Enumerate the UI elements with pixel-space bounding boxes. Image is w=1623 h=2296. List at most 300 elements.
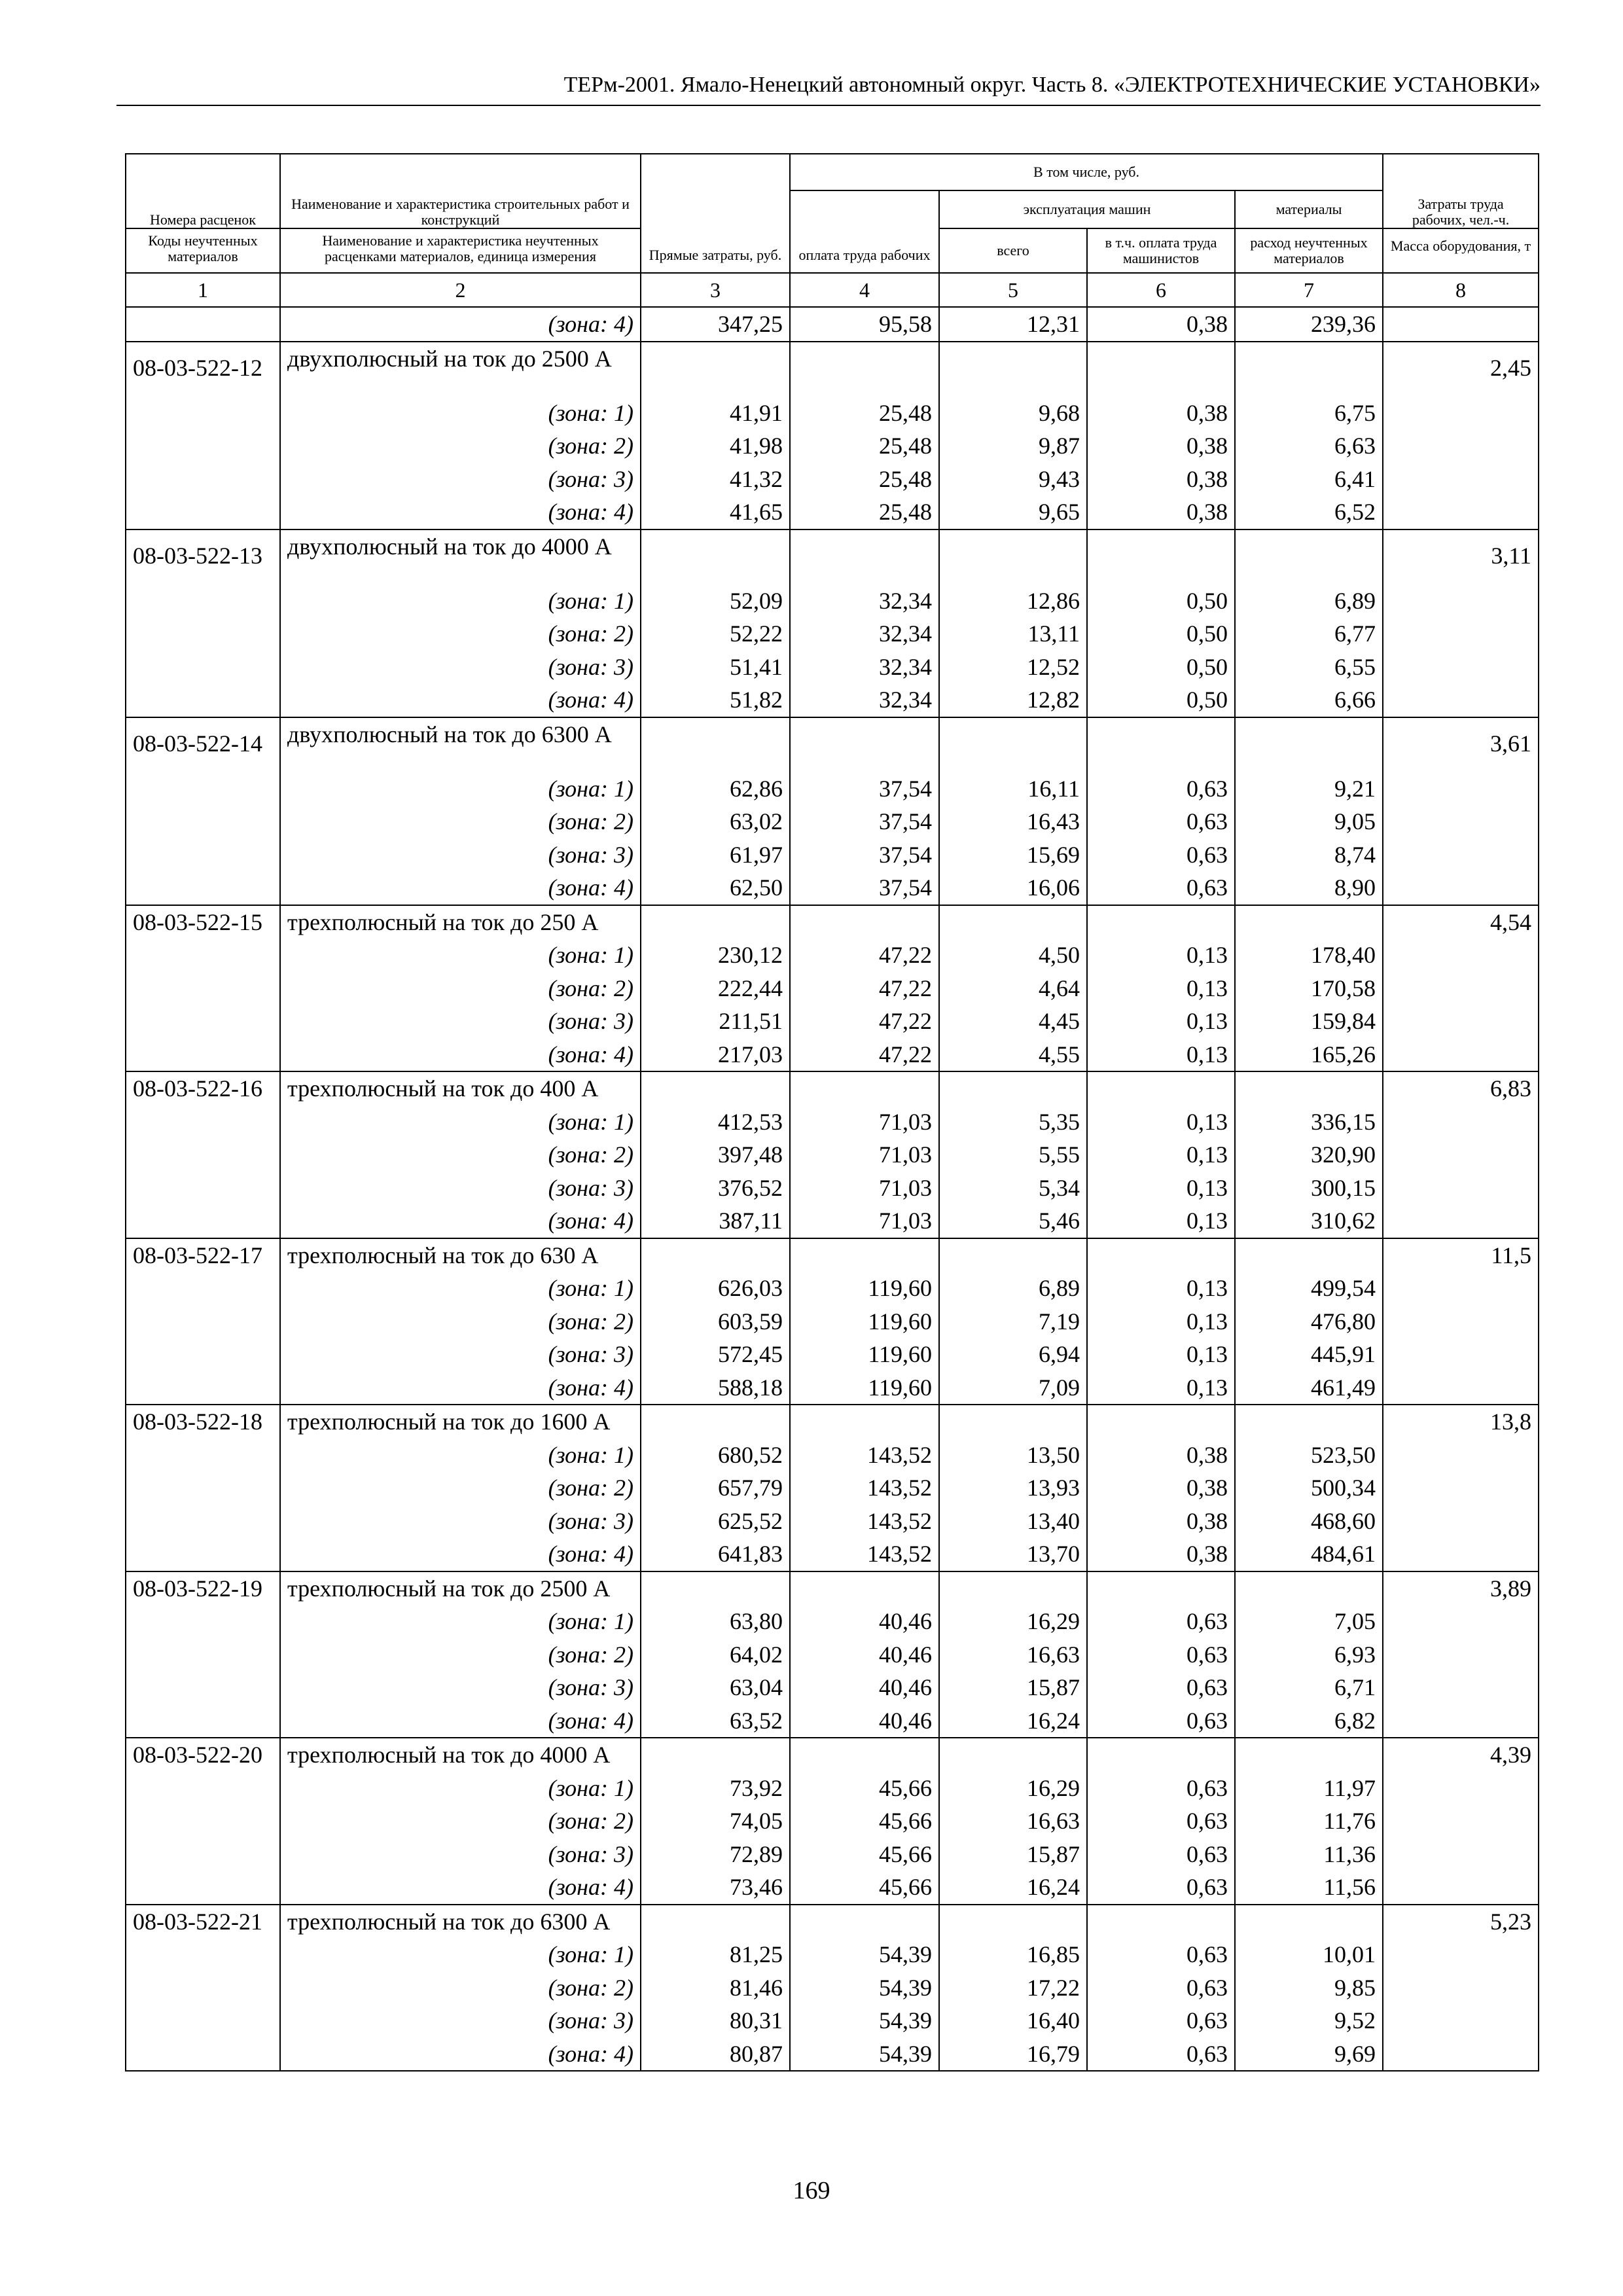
rate-code-cell: 08-03-522-16	[126, 1071, 280, 1105]
head-material-use: расход неучтенных материалов	[1235, 228, 1383, 273]
value-cell-col6	[1087, 1905, 1235, 1939]
value-cell-col3: 64,02	[641, 1638, 790, 1672]
value-cell-col4: 37,54	[790, 772, 939, 806]
rate-code-cell	[126, 495, 280, 529]
value-cell-col6: 0,38	[1087, 307, 1235, 342]
value-cell-col5: 16,29	[939, 1605, 1087, 1638]
value-cell-col5	[939, 1571, 1087, 1605]
zone-row	[126, 1105, 1539, 1139]
value-cell-col4	[790, 1571, 939, 1605]
value-cell-col4	[790, 717, 939, 772]
value-cell-col7: 11,97	[1235, 1772, 1383, 1805]
value-cell-col3: 74,05	[641, 1804, 790, 1838]
rate-code-cell: 08-03-522-19	[126, 1571, 280, 1605]
value-cell-col5: 16,63	[939, 1638, 1087, 1672]
value-cell-col8	[1383, 584, 1539, 618]
value-cell-col8	[1383, 1204, 1539, 1238]
value-cell-col7: 9,05	[1235, 805, 1383, 838]
value-cell-col6: 0,13	[1087, 1005, 1235, 1038]
zone-row	[126, 1772, 1539, 1805]
value-cell-col6: 0,38	[1087, 1537, 1235, 1571]
zone-row	[126, 1038, 1539, 1072]
value-cell-col8: 6,83	[1383, 1071, 1539, 1105]
zone-label-cell: (зона: 1)	[280, 939, 641, 972]
value-cell-col3	[641, 1905, 790, 1939]
rate-code-cell	[126, 772, 280, 806]
zone-row	[126, 972, 1539, 1005]
value-cell-col6: 0,63	[1087, 2037, 1235, 2072]
value-cell-col3: 62,50	[641, 871, 790, 905]
value-cell-col8	[1383, 2037, 1539, 2072]
value-cell-col5: 13,50	[939, 1439, 1087, 1472]
rate-code-cell	[126, 939, 280, 972]
value-cell-col7: 9,85	[1235, 1971, 1383, 2005]
value-cell-col8	[1383, 1338, 1539, 1371]
value-cell-col5: 16,24	[939, 1704, 1087, 1738]
value-cell-col8	[1383, 463, 1539, 496]
value-cell-col4: 71,03	[790, 1204, 939, 1238]
value-cell-col4: 45,66	[790, 1772, 939, 1805]
head-machines: эксплуатация машин	[939, 190, 1235, 228]
value-cell-col5: 15,87	[939, 1671, 1087, 1704]
value-cell-col7	[1235, 1238, 1383, 1272]
zone-label-cell: (зона: 4)	[280, 683, 641, 717]
value-cell-col3: 63,80	[641, 1605, 790, 1638]
rate-code-cell	[126, 1138, 280, 1172]
value-cell-col3: 61,97	[641, 838, 790, 872]
value-cell-col8: 4,39	[1383, 1738, 1539, 1772]
rates-table	[125, 153, 1539, 2072]
value-cell-col8: 3,61	[1383, 717, 1539, 772]
value-cell-col8	[1383, 1038, 1539, 1072]
value-cell-col4: 32,34	[790, 651, 939, 684]
value-cell-col7: 165,26	[1235, 1038, 1383, 1072]
value-cell-col6: 0,63	[1087, 1804, 1235, 1838]
value-cell-col4: 119,60	[790, 1272, 939, 1305]
rate-code-cell	[126, 1439, 280, 1472]
work-name-cell: двухполюсный на ток до 6300 А	[280, 717, 641, 772]
zone-row	[126, 1005, 1539, 1038]
work-name-cell: двухполюсный на ток до 2500 А	[280, 342, 641, 397]
zone-row	[126, 1505, 1539, 1538]
value-cell-col4: 40,46	[790, 1671, 939, 1704]
value-cell-col7: 8,74	[1235, 838, 1383, 872]
value-cell-col7	[1235, 1905, 1383, 1939]
value-cell-col6: 0,13	[1087, 1371, 1235, 1405]
value-cell-col7: 11,76	[1235, 1804, 1383, 1838]
value-cell-col6: 0,63	[1087, 1638, 1235, 1672]
rate-code-cell	[126, 1772, 280, 1805]
value-cell-col7	[1235, 1071, 1383, 1105]
value-cell-col6: 0,38	[1087, 463, 1235, 496]
value-cell-col7: 484,61	[1235, 1537, 1383, 1571]
zone-label-cell: (зона: 2)	[280, 1305, 641, 1338]
value-cell-col6: 0,13	[1087, 1172, 1235, 1205]
value-cell-col4: 119,60	[790, 1371, 939, 1405]
zone-label-cell: (зона: 1)	[280, 1439, 641, 1472]
value-cell-col7: 239,36	[1235, 307, 1383, 342]
value-cell-col4: 25,48	[790, 495, 939, 529]
value-cell-col3: 680,52	[641, 1439, 790, 1472]
value-cell-col5: 5,35	[939, 1105, 1087, 1139]
zone-label-cell: (зона: 3)	[280, 2004, 641, 2037]
value-cell-col4: 25,48	[790, 429, 939, 463]
zone-row	[126, 1938, 1539, 1971]
value-cell-col4: 119,60	[790, 1338, 939, 1371]
value-cell-col3: 62,86	[641, 772, 790, 806]
value-cell-col8	[1383, 939, 1539, 972]
rate-row	[126, 342, 1539, 397]
rate-code-cell: 08-03-522-12	[126, 342, 280, 397]
zone-label-cell: (зона: 2)	[280, 1471, 641, 1505]
value-cell-col6	[1087, 717, 1235, 772]
value-cell-col8	[1383, 1704, 1539, 1738]
value-cell-col3: 81,25	[641, 1938, 790, 1971]
value-cell-col3: 588,18	[641, 1371, 790, 1405]
value-cell-col3: 72,89	[641, 1838, 790, 1871]
value-cell-col6: 0,63	[1087, 2004, 1235, 2037]
zone-label-cell: (зона: 3)	[280, 1671, 641, 1704]
zone-row	[126, 1804, 1539, 1838]
value-cell-col3: 387,11	[641, 1204, 790, 1238]
value-cell-col5: 16,24	[939, 1871, 1087, 1905]
value-cell-col3	[641, 1738, 790, 1772]
rate-code-cell: 08-03-522-20	[126, 1738, 280, 1772]
rate-row	[126, 1905, 1539, 1939]
value-cell-col8	[1383, 429, 1539, 463]
rate-code-cell	[126, 871, 280, 905]
rate-code-cell	[126, 1638, 280, 1672]
value-cell-col8	[1383, 1871, 1539, 1905]
rate-code-cell	[126, 397, 280, 430]
value-cell-col6: 0,13	[1087, 1138, 1235, 1172]
value-cell-col6: 0,38	[1087, 1471, 1235, 1505]
rate-code-cell	[126, 1605, 280, 1638]
zone-row	[126, 871, 1539, 905]
value-cell-col8	[1383, 397, 1539, 430]
value-cell-col5	[939, 1405, 1087, 1439]
rate-code-cell	[126, 1272, 280, 1305]
value-cell-col8: 4,54	[1383, 905, 1539, 939]
value-cell-col8	[1383, 1638, 1539, 1672]
value-cell-col4: 40,46	[790, 1638, 939, 1672]
rate-row	[126, 717, 1539, 772]
value-cell-col7: 6,77	[1235, 617, 1383, 651]
value-cell-col5: 16,85	[939, 1938, 1087, 1971]
zone-row	[126, 495, 1539, 529]
zone-label-cell: (зона: 2)	[280, 972, 641, 1005]
head-machinist-wages: в т.ч. оплата труда машинистов	[1087, 228, 1235, 273]
value-cell-col6: 0,13	[1087, 1338, 1235, 1371]
value-cell-col3: 63,02	[641, 805, 790, 838]
value-cell-col6: 0,63	[1087, 1704, 1235, 1738]
value-cell-col3: 80,31	[641, 2004, 790, 2037]
zone-row	[126, 805, 1539, 838]
value-cell-col3: 397,48	[641, 1138, 790, 1172]
value-cell-col7: 6,71	[1235, 1671, 1383, 1704]
zone-label-cell: (зона: 1)	[280, 772, 641, 806]
value-cell-col3	[641, 1405, 790, 1439]
value-cell-col4: 45,66	[790, 1804, 939, 1838]
value-cell-col4: 143,52	[790, 1471, 939, 1505]
value-cell-col8	[1383, 1938, 1539, 1971]
value-cell-col4: 45,66	[790, 1838, 939, 1871]
zone-label-cell: (зона: 1)	[280, 397, 641, 430]
zone-label-cell: (зона: 2)	[280, 617, 641, 651]
value-cell-col8: 5,23	[1383, 1905, 1539, 1939]
rate-code-cell	[126, 1105, 280, 1139]
zone-label-cell: (зона: 4)	[280, 495, 641, 529]
value-cell-col5	[939, 342, 1087, 397]
zone-label-cell: (зона: 3)	[280, 1172, 641, 1205]
zone-label-cell: (зона: 4)	[280, 1871, 641, 1905]
value-cell-col8	[1383, 617, 1539, 651]
value-cell-col7: 6,41	[1235, 463, 1383, 496]
value-cell-col5: 12,52	[939, 651, 1087, 684]
head-price-numbers: Номера расценок	[126, 154, 280, 228]
value-cell-col3: 52,22	[641, 617, 790, 651]
value-cell-col4: 37,54	[790, 805, 939, 838]
zone-row	[126, 1704, 1539, 1738]
zone-label-cell: (зона: 1)	[280, 1938, 641, 1971]
zone-row	[126, 1671, 1539, 1704]
value-cell-col7: 170,58	[1235, 972, 1383, 1005]
value-cell-col4: 143,52	[790, 1537, 939, 1571]
value-cell-col5: 4,64	[939, 972, 1087, 1005]
value-cell-col4: 45,66	[790, 1871, 939, 1905]
value-cell-col6	[1087, 1571, 1235, 1605]
head-including: В том числе, руб.	[790, 154, 1383, 190]
value-cell-col8	[1383, 1671, 1539, 1704]
zone-row	[126, 1537, 1539, 1571]
value-cell-col3: 81,46	[641, 1971, 790, 2005]
value-cell-col3: 73,46	[641, 1871, 790, 1905]
zone-row	[126, 1305, 1539, 1338]
value-cell-col7: 468,60	[1235, 1505, 1383, 1538]
rate-row	[126, 1238, 1539, 1272]
head-direct-costs: Прямые затраты, руб.	[641, 154, 790, 273]
value-cell-col4: 40,46	[790, 1704, 939, 1738]
value-cell-col4	[790, 905, 939, 939]
table-body	[126, 307, 1539, 2071]
value-cell-col7: 310,62	[1235, 1204, 1383, 1238]
rate-code-cell	[126, 1971, 280, 2005]
value-cell-col4: 54,39	[790, 2037, 939, 2072]
rate-code-cell	[126, 1871, 280, 1905]
zone-label-cell: (зона: 4)	[280, 307, 641, 342]
value-cell-col5: 16,40	[939, 2004, 1087, 2037]
value-cell-col3: 41,65	[641, 495, 790, 529]
value-cell-col6	[1087, 1238, 1235, 1272]
value-cell-col7: 523,50	[1235, 1439, 1383, 1472]
zone-label-cell: (зона: 4)	[280, 1537, 641, 1571]
zone-row	[126, 1204, 1539, 1238]
zone-label-cell: (зона: 4)	[280, 1704, 641, 1738]
zone-label-cell: (зона: 2)	[280, 429, 641, 463]
rate-code-cell: 08-03-522-14	[126, 717, 280, 772]
rate-row	[126, 1071, 1539, 1105]
rate-code-cell	[126, 1804, 280, 1838]
zone-row	[126, 1371, 1539, 1405]
value-cell-col8: 3,11	[1383, 529, 1539, 584]
value-cell-col3: 41,32	[641, 463, 790, 496]
value-cell-col6: 0,50	[1087, 651, 1235, 684]
value-cell-col5: 16,79	[939, 2037, 1087, 2072]
zone-row	[126, 1971, 1539, 2005]
value-cell-col3	[641, 1571, 790, 1605]
value-cell-col7: 178,40	[1235, 939, 1383, 972]
value-cell-col5: 17,22	[939, 1971, 1087, 2005]
value-cell-col6	[1087, 1738, 1235, 1772]
rate-code-cell: 08-03-522-13	[126, 529, 280, 584]
value-cell-col5: 16,06	[939, 871, 1087, 905]
rate-code-cell	[126, 1005, 280, 1038]
zone-label-cell: (зона: 2)	[280, 1638, 641, 1672]
value-cell-col6: 0,63	[1087, 772, 1235, 806]
work-name-cell: трехполюсный на ток до 400 А	[280, 1071, 641, 1105]
value-cell-col8	[1383, 1772, 1539, 1805]
zone-label-cell: (зона: 1)	[280, 1105, 641, 1139]
rate-code-cell	[126, 2037, 280, 2072]
value-cell-col6: 0,13	[1087, 1038, 1235, 1072]
rate-code-cell	[126, 1338, 280, 1371]
value-cell-col4: 32,34	[790, 683, 939, 717]
rate-row	[126, 529, 1539, 584]
running-header	[116, 71, 1541, 106]
zone-row	[126, 584, 1539, 618]
rate-code-cell: 08-03-522-15	[126, 905, 280, 939]
value-cell-col6: 0,38	[1087, 397, 1235, 430]
value-cell-col3: 412,53	[641, 1105, 790, 1139]
value-cell-col7: 7,05	[1235, 1605, 1383, 1638]
zone-row	[126, 838, 1539, 872]
rate-code-cell: 08-03-522-21	[126, 1905, 280, 1939]
value-cell-col3: 63,04	[641, 1671, 790, 1704]
value-cell-col6: 0,13	[1087, 1105, 1235, 1139]
zone-row	[126, 1471, 1539, 1505]
value-cell-col7	[1235, 342, 1383, 397]
value-cell-col4: 54,39	[790, 2004, 939, 2037]
zone-label-cell: (зона: 1)	[280, 1772, 641, 1805]
work-name-cell: трехполюсный на ток до 250 А	[280, 905, 641, 939]
value-cell-col8	[1383, 1505, 1539, 1538]
value-cell-col8	[1383, 871, 1539, 905]
rate-code-cell	[126, 1537, 280, 1571]
value-cell-col6	[1087, 1071, 1235, 1105]
head-total: всего	[939, 228, 1087, 273]
zone-row	[126, 1605, 1539, 1638]
value-cell-col6: 0,63	[1087, 1671, 1235, 1704]
value-cell-col8	[1383, 1172, 1539, 1205]
value-cell-col8	[1383, 495, 1539, 529]
rate-code-cell	[126, 1204, 280, 1238]
value-cell-col3	[641, 1071, 790, 1105]
value-cell-col8	[1383, 1272, 1539, 1305]
value-cell-col7: 500,34	[1235, 1471, 1383, 1505]
value-cell-col8	[1383, 2004, 1539, 2037]
rate-row	[126, 1571, 1539, 1605]
head-material-codes: Коды неучтенных материалов	[126, 228, 280, 273]
head-work-name: Наименование и характеристика строительных работ и конструкций	[280, 154, 641, 228]
rate-code-cell: 08-03-522-17	[126, 1238, 280, 1272]
value-cell-col3: 51,41	[641, 651, 790, 684]
rate-code-cell	[126, 1838, 280, 1871]
zone-row	[126, 1172, 1539, 1205]
value-cell-col3: 51,82	[641, 683, 790, 717]
value-cell-col3: 80,87	[641, 2037, 790, 2072]
value-cell-col5: 7,19	[939, 1305, 1087, 1338]
zone-row	[126, 429, 1539, 463]
value-cell-col6	[1087, 1405, 1235, 1439]
value-cell-col8	[1383, 805, 1539, 838]
rate-code-cell	[126, 1471, 280, 1505]
value-cell-col4: 25,48	[790, 397, 939, 430]
rate-code-cell	[126, 2004, 280, 2037]
col-number-6: 6	[1087, 273, 1235, 307]
zone-label-cell: (зона: 2)	[280, 805, 641, 838]
zone-row	[126, 939, 1539, 972]
col-number-8: 8	[1383, 273, 1539, 307]
value-cell-col5: 15,69	[939, 838, 1087, 872]
zone-label-cell: (зона: 4)	[280, 871, 641, 905]
zone-row	[126, 1838, 1539, 1871]
value-cell-col4: 47,22	[790, 1005, 939, 1038]
value-cell-col6: 0,13	[1087, 1204, 1235, 1238]
value-cell-col3	[641, 905, 790, 939]
value-cell-col6: 0,38	[1087, 429, 1235, 463]
col-number-2: 2	[280, 273, 641, 307]
head-mass: Масса оборудования, т	[1383, 228, 1539, 273]
value-cell-col5: 7,09	[939, 1371, 1087, 1405]
value-cell-col4: 119,60	[790, 1305, 939, 1338]
value-cell-col6: 0,38	[1087, 1439, 1235, 1472]
zone-label-cell: (зона: 1)	[280, 1605, 641, 1638]
value-cell-col3: 641,83	[641, 1537, 790, 1571]
value-cell-col7: 300,15	[1235, 1172, 1383, 1205]
value-cell-col6: 0,63	[1087, 1938, 1235, 1971]
value-cell-col4: 47,22	[790, 1038, 939, 1072]
work-name-cell: трехполюсный на ток до 630 А	[280, 1238, 641, 1272]
head-labor: Затраты труда рабочих, чел.-ч.	[1383, 154, 1539, 228]
value-cell-col4: 37,54	[790, 838, 939, 872]
value-cell-col7: 6,75	[1235, 397, 1383, 430]
value-cell-col5: 5,55	[939, 1138, 1087, 1172]
value-cell-col7: 6,63	[1235, 429, 1383, 463]
head-wages: оплата труда рабочих	[790, 190, 939, 273]
value-cell-col5	[939, 529, 1087, 584]
value-cell-col4: 54,39	[790, 1971, 939, 2005]
value-cell-col5: 16,11	[939, 772, 1087, 806]
zone-row	[126, 1439, 1539, 1472]
value-cell-col8	[1383, 772, 1539, 806]
work-name-cell: трехполюсный на ток до 2500 А	[280, 1571, 641, 1605]
rate-code-cell	[126, 307, 280, 342]
value-cell-col5: 9,68	[939, 397, 1087, 430]
value-cell-col7	[1235, 717, 1383, 772]
zone-label-cell: (зона: 2)	[280, 1971, 641, 2005]
value-cell-col5	[939, 1071, 1087, 1105]
value-cell-col4	[790, 342, 939, 397]
col-number-7: 7	[1235, 273, 1383, 307]
zone-label-cell: (зона: 3)	[280, 1838, 641, 1871]
value-cell-col4: 47,22	[790, 972, 939, 1005]
head-material-name: Наименование и характеристика неучтенных расценками материалов, единица измерения	[280, 228, 641, 273]
value-cell-col6: 0,63	[1087, 1772, 1235, 1805]
value-cell-col8: 13,8	[1383, 1405, 1539, 1439]
value-cell-col8	[1383, 838, 1539, 872]
value-cell-col5: 13,70	[939, 1537, 1087, 1571]
value-cell-col4: 71,03	[790, 1105, 939, 1139]
